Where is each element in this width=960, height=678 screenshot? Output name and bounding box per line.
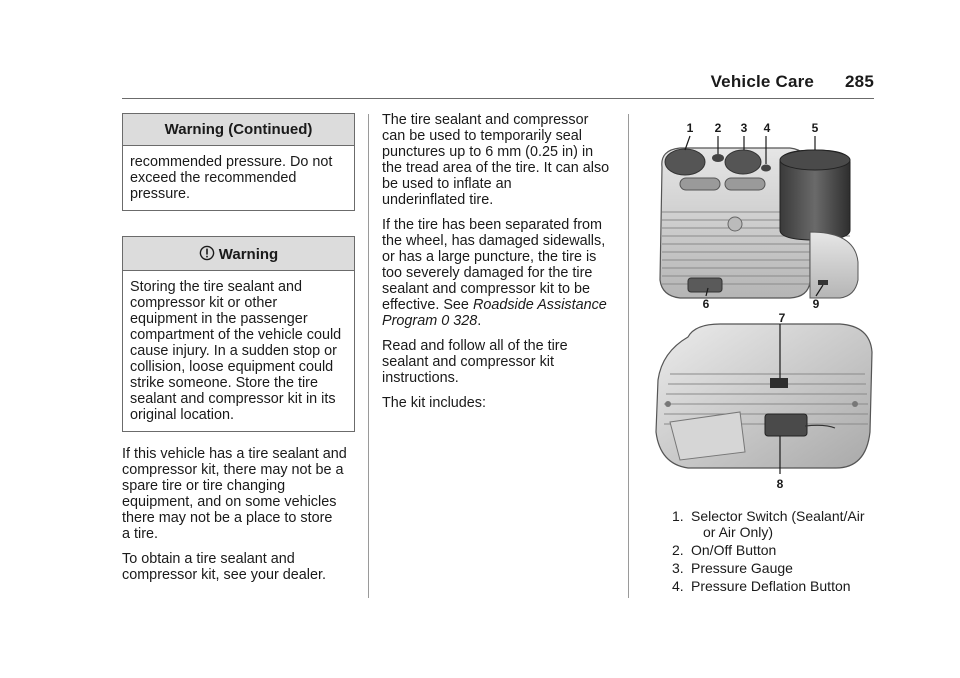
paragraph-usage: The tire sealant and compressor can be used to temporarily seal punctures up to 6 mm (0.25 in) in the tread area of the tire. It can also be used to inflate an underinflated tire. [382, 112, 610, 208]
callout-2: 2 [714, 121, 722, 135]
warning-box [122, 236, 355, 432]
page-header [711, 72, 874, 92]
callout-6: 6 [702, 297, 710, 311]
section-title: Vehicle Care [710, 72, 815, 91]
paragraph-damage: If the tire has been separated from the wheel, has damaged sidewalls, or has a large puncture, the tire is too severely damaged for the tire sealant and compressor kit to be effective. See Roadside Assistance Program 0 328. [382, 217, 607, 329]
callout-3: 3 [740, 121, 748, 135]
paragraph-kit-includes: The kit includes: [382, 395, 486, 411]
middle-column [382, 112, 622, 420]
column-divider-2 [628, 114, 629, 598]
list-item: 4. Pressure Deflation Button [672, 578, 851, 594]
warning-continued-title: Warning (Continued) [123, 114, 354, 146]
compressor-bottom-view [656, 324, 872, 474]
warning-continued-text: recommended pressure. Do not exceed the recommended pressure. [130, 154, 333, 202]
list-item: 2. On/Off Button [672, 542, 777, 558]
callout-9: 9 [812, 297, 820, 311]
list-item: 1. Selector Switch (Sealant/Air or Air Only) [672, 508, 865, 540]
warning-continued-box [122, 113, 355, 211]
paragraph-no-spare: If this vehicle has a tire sealant and compressor kit, there may not be a spare tire or tire changing equipment, and on some vehicles there may not be a place to store a tire. [122, 446, 347, 542]
warning-icon [199, 245, 215, 261]
roadside-program-link[interactable]: Program [382, 313, 438, 329]
callout-7: 7 [778, 311, 786, 325]
page-number: 285 [845, 72, 874, 91]
column-divider-1 [368, 114, 369, 598]
page-reference[interactable]: 0 328 [441, 313, 478, 329]
header-rule [122, 98, 874, 99]
callout-1: 1 [686, 121, 694, 135]
warning-text: Storing the tire sealant and compressor kit or other equipment in the passenger compartment of the vehicle could cause injury. In a sudden stop or collision, loose equipment could strike someone. Store the tire sealant and compressor kit in its original location. [130, 279, 342, 423]
callout-8: 8 [776, 477, 784, 491]
parts-legend [672, 508, 882, 596]
roadside-assistance-link[interactable]: Roadside Assistance [472, 297, 607, 313]
left-column [122, 113, 355, 592]
paragraph-obtain-kit: To obtain a tire sealant and compressor kit, see your dealer. [122, 551, 326, 583]
paragraph-instructions: Read and follow all of the tire sealant and compressor kit instructions. [382, 338, 568, 386]
callout-5: 5 [811, 121, 819, 135]
compressor-kit-illustration [640, 112, 890, 502]
compressor-top-view [660, 136, 858, 298]
list-item: 3. Pressure Gauge [672, 560, 793, 576]
callout-4: 4 [763, 121, 771, 135]
warning-title: Warning [123, 237, 354, 271]
